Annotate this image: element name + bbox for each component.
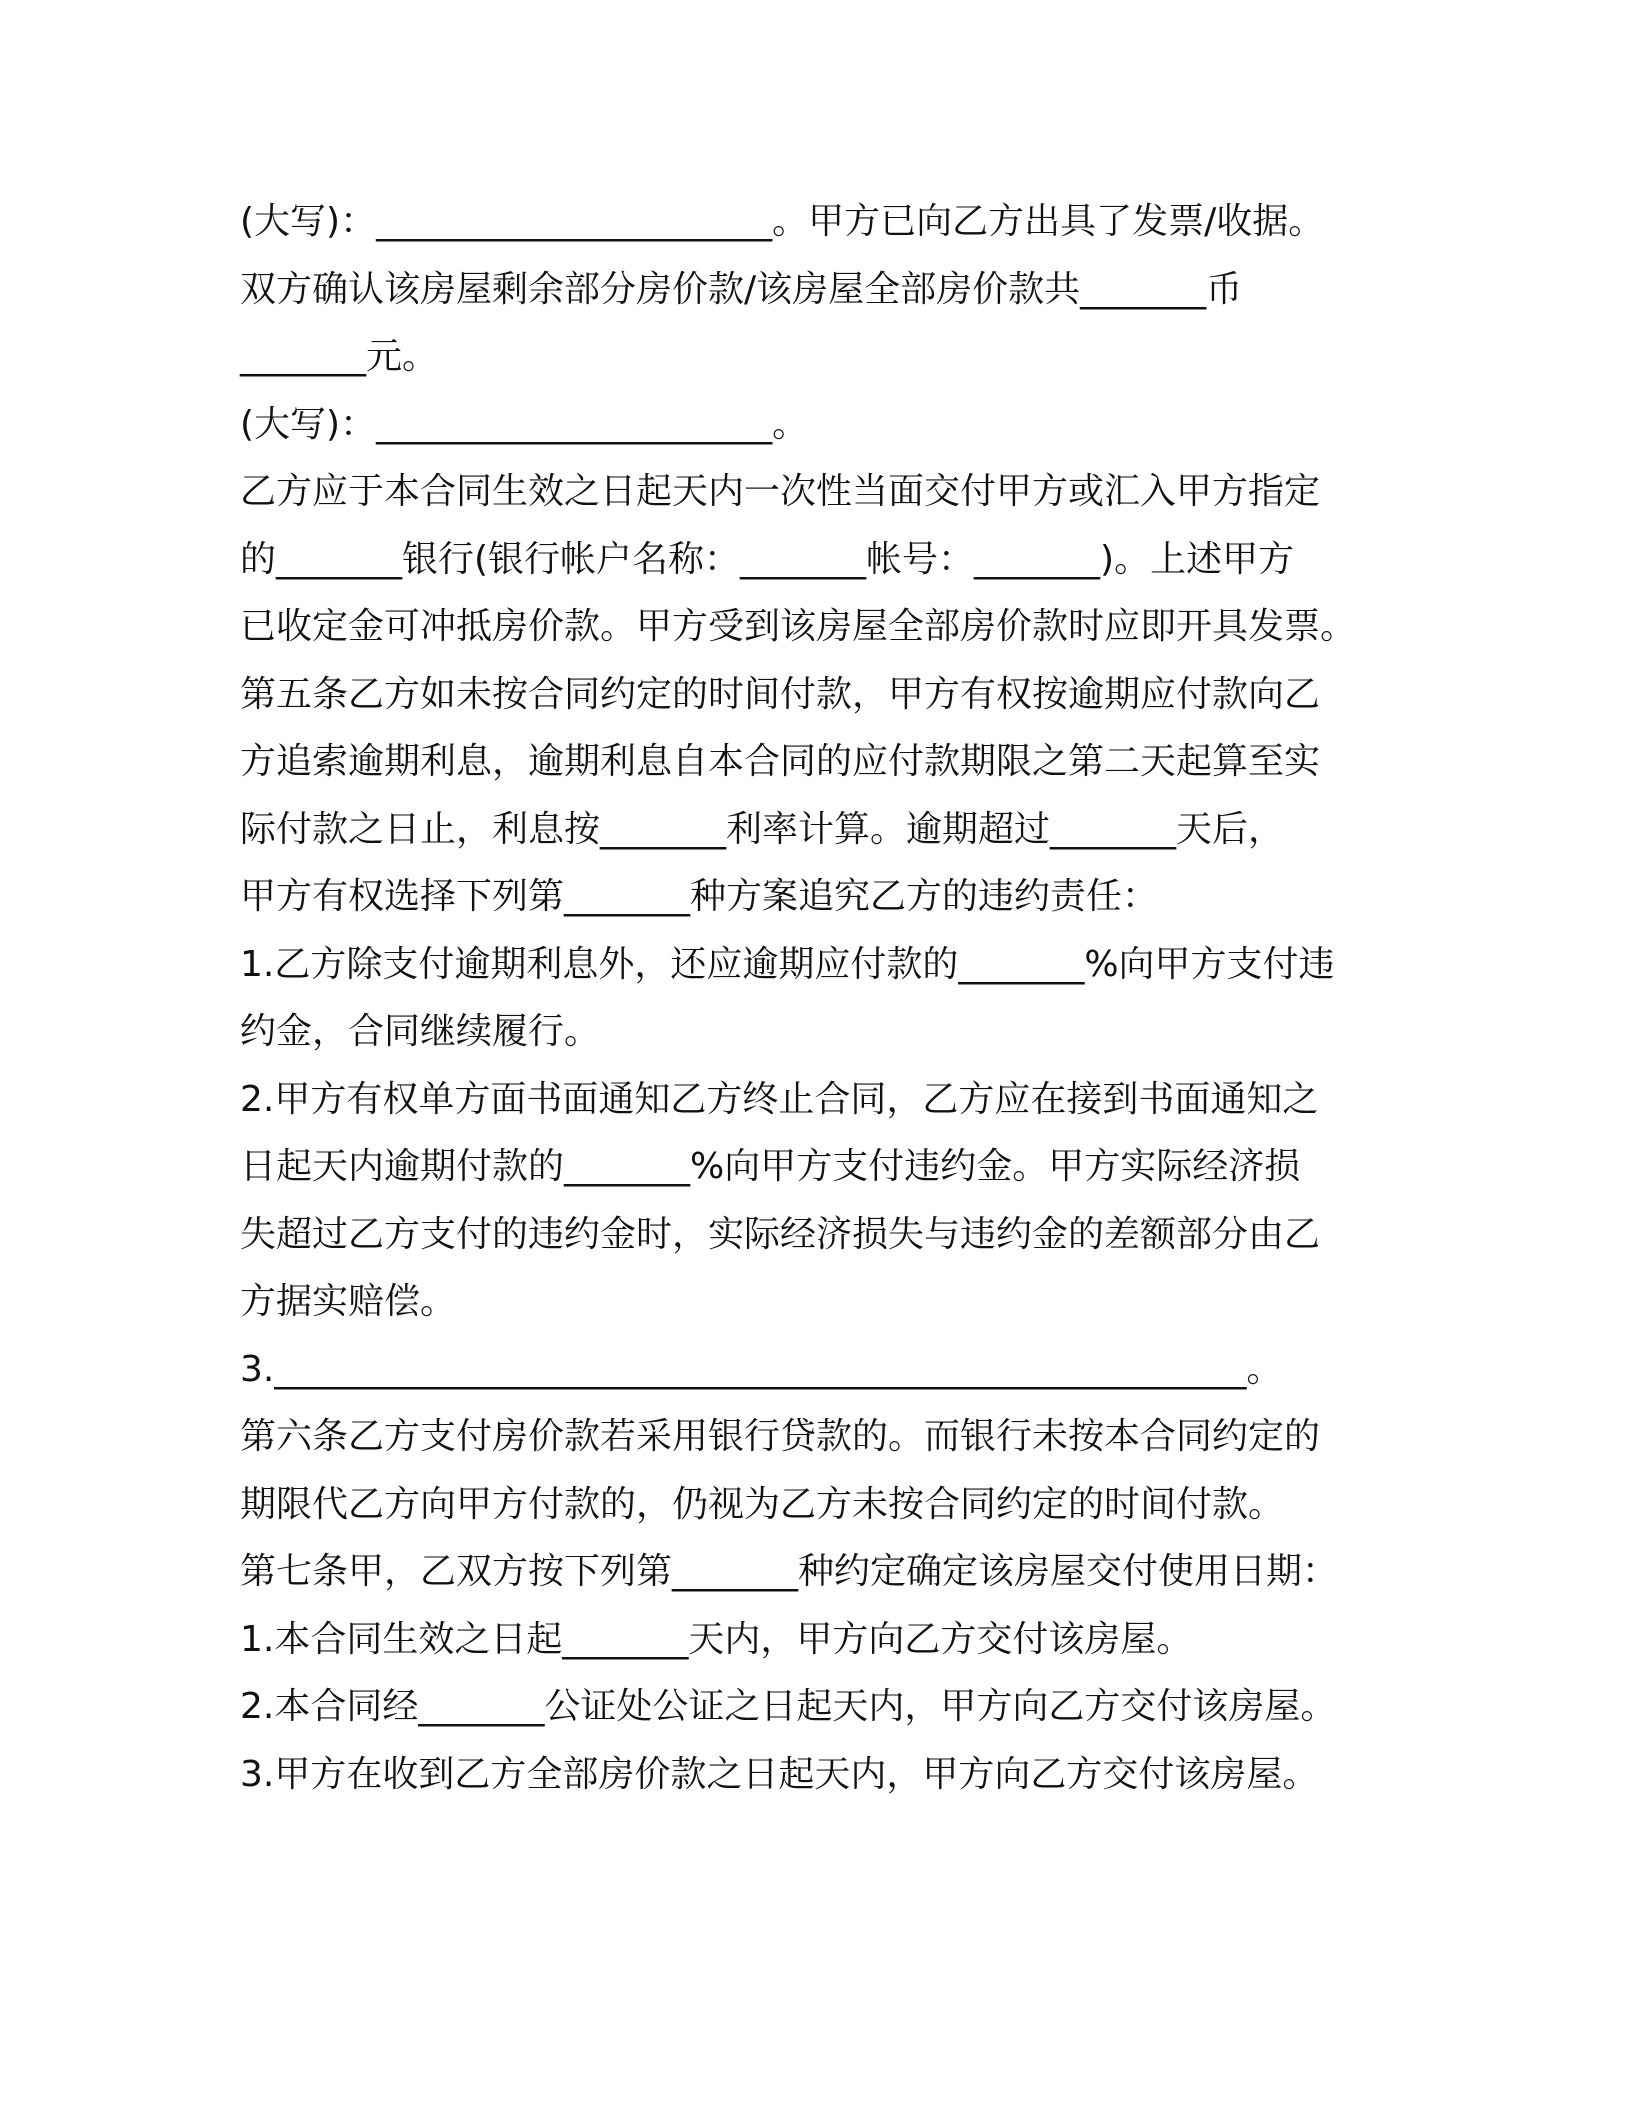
text-line: 际付款之日止，利息按_______利率计算。逾期超过_______天后， — [240, 808, 1285, 850]
text-line: 失超过乙方支付的违约金时，实际经济损失与违约金的差额部分由乙 — [240, 1213, 1321, 1255]
text-line: _______元。 — [240, 336, 439, 377]
article-5-line: 第五条乙方如未按合同约定的时间付款，甲方有权按逾期应付款向乙 — [240, 673, 1321, 715]
delivery-option-3-line: 3.甲方在收到乙方全部房价款之日起天内，甲方向乙方交付该房屋。 — [240, 1753, 1319, 1795]
article-7-line: 第七条甲，乙双方按下列第_______种约定确定该房屋交付使用日期： — [240, 1551, 1339, 1592]
text-line: 方据实赔偿。 — [240, 1281, 457, 1322]
text-line: 方追索逾期利息，逾期利息自本合同的应付款期限之第二天起算至实 — [240, 741, 1321, 782]
text-line: 日起天内逾期付款的_______%向甲方支付违约金。甲方实际经济损 — [240, 1146, 1301, 1187]
article-6-line: 第六条乙方支付房价款若采用银行贷款的。而银行未按本合同约定的 — [240, 1416, 1321, 1457]
text-line: 乙方应于本合同生效之日起天内一次性当面交付甲方或汇入甲方指定 — [240, 471, 1321, 512]
text-line: 期限代乙方向甲方付款的，仍视为乙方未按合同约定的时间付款。 — [240, 1483, 1285, 1525]
text-line: (大写)：______________________。 — [240, 403, 809, 445]
text-line: 已收定金可冲抵房价款。甲方受到该房屋全部房价款时应即开具发票。 — [240, 606, 1357, 647]
delivery-option-1-line: 1.本合同生效之日起_______天内，甲方向乙方交付该房屋。 — [240, 1618, 1193, 1660]
text-line: 双方确认该房屋剩余部分房价款/该房屋全部房价款共_______币 — [240, 268, 1243, 310]
delivery-option-2-line: 2.本合同经_______公证处公证之日起天内，甲方向乙方交付该房屋。 — [240, 1686, 1337, 1727]
text-line: 的_______银行(银行帐户名称：_______帐号：_______)。上述甲方 — [240, 538, 1295, 580]
option-2-line: 2.甲方有权单方面书面通知乙方终止合同，乙方应在接到书面通知之 — [240, 1078, 1319, 1120]
document-page — [240, 188, 1410, 1808]
text-line: (大写)：______________________。甲方已向乙方出具了发票/收据。 — [240, 201, 1325, 242]
text-line: 约金，合同继续履行。 — [240, 1011, 601, 1052]
option-3-line: 3.______________________________________________________。 — [240, 1348, 1283, 1390]
text-line: 甲方有权选择下列第_______种方案追究乙方的违约责任： — [240, 876, 1159, 917]
option-1-line: 1.乙方除支付逾期利息外，还应逾期应付款的_______%向甲方支付违 — [240, 943, 1335, 985]
